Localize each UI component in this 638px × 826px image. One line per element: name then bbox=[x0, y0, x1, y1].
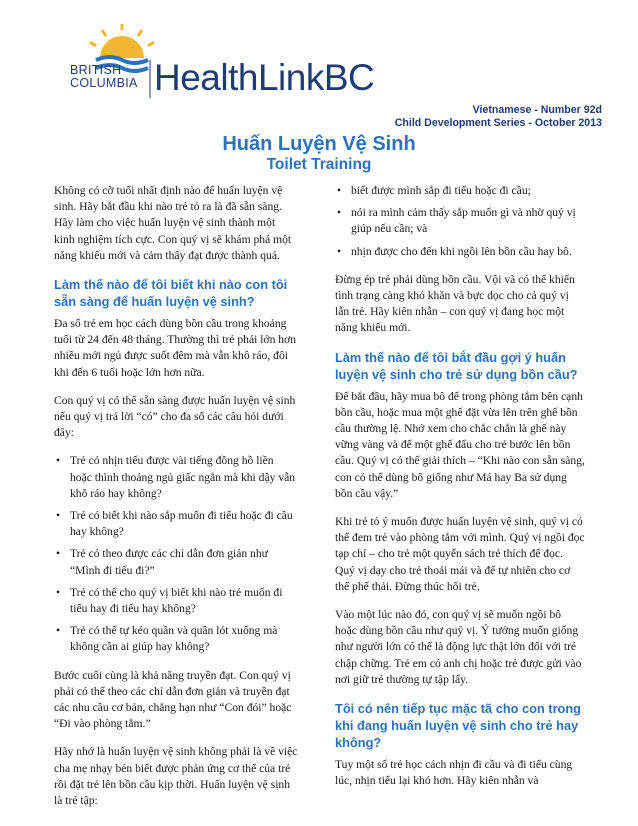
paragraph: Đừng ép trẻ phải dùng bồn cầu. Vội vã có thể khiến tình trạng càng khó khăn và bực dọc cho cả quý vị lẫn trẻ. Hãy kiên nhẫn – con quý vị đang học một năng khiếu mới. bbox=[335, 272, 575, 335]
list-item: • biết được mình sắp đi tiểu hoặc đi cầu; bbox=[335, 183, 585, 199]
list-item: • Trẻ có biết khi nào sắp muốn đi tiểu hoặc đi cầu hay không? bbox=[54, 508, 298, 540]
paragraph: Bước cuối cùng là khả năng truyền đạt. Con quý vị phải có thể theo các chỉ dẫn đơn giản và truyền đạt các nhu cầu cơ bản, chẳng hạn như “Con đói” hoặc “Đi vào phòng tắm.” bbox=[54, 668, 292, 731]
list-item: • nhịn được cho đến khi ngồi lên bồn cầu hay bô. bbox=[335, 244, 585, 260]
list-item: • nói ra mình cảm thấy sắp muốn gì và nhờ quý vị giúp nếu cần; và bbox=[335, 205, 585, 237]
series-date: Child Development Series - October 2013 bbox=[394, 117, 602, 129]
paragraph: Khi trẻ tỏ ý muốn được huấn luyện vệ sinh, quý vị có thể đem trẻ vào phòng tắm với mình. Quý vị ngồi đọc tạp chí – cho trẻ một quyển sách trẻ thích để đọc. Quý vị dạy cho trẻ thoải mái và để tự nhiên cho cơ thể phế thải. Đừng thúc hối trẻ. bbox=[335, 515, 585, 593]
logo-healthlinkbc: HealthLinkBC bbox=[154, 57, 375, 98]
learning-list bbox=[335, 183, 585, 260]
paragraph: Đa số trẻ em học cách dùng bồn cầu trong khoảng tuổi từ 24 đến 48 tháng. Thường thì trẻ phải lớn hơn nhiều mới ngủ được suốt đêm mà vẫn khô ráo, đôi khi đến 6 tuổi hoặc lớn hơn nữa. bbox=[54, 317, 296, 379]
intro-paragraph: Không có cỡ tuổi nhất định nào để huấn luyện vệ sinh. Hãy bắt đầu khi nào trẻ tỏ ra là đã sẵn sàng. Hãy làm cho việc huấn luyện vệ sinh thành một kinh nghiệm tích cực. Con quý vị sẽ khám phá một năng khiếu mới và cảm thấy đạt được thành quả. bbox=[54, 184, 292, 262]
left-column bbox=[54, 183, 298, 821]
heading-readiness: Làm thế nào để tôi biết khi nào con tôi sẵn sàng để huấn luyện vệ sinh? bbox=[54, 277, 288, 310]
paragraph: Vào một lúc nào đó, con quý vị sẽ muốn ngồi bô hoặc dùng bồn cầu như quý vị. Ý tưởng muốn giống như người lớn có thể là động lực thật lớn đối với trẻ chập chững. Trẻ em có anh chị hoặc trẻ được gửi vào nơi giữ trẻ thường tự tập lấy. bbox=[335, 608, 582, 686]
readiness-list bbox=[54, 453, 298, 655]
series-number: Vietnamese - Number 92d bbox=[472, 104, 602, 116]
heading-diapers: Tôi có nên tiếp tục mặc tã cho con trong khi đang huấn luyện vệ sinh cho trẻ hay không? bbox=[335, 701, 582, 751]
right-column bbox=[335, 183, 585, 801]
logo-british-columbia: BRITISH COLUMBIA bbox=[70, 63, 138, 90]
heading-getting-started: Làm thế nào để tôi bắt đầu gợi ý huấn luyện vệ sinh cho trẻ sử dụng bồn cầu? bbox=[335, 349, 578, 382]
sun-icon bbox=[100, 36, 144, 58]
series-info bbox=[395, 104, 602, 130]
paragraph: Tuy một số trẻ học cách nhịn đi cầu và đi tiểu cùng lúc, nhịn tiểu lại khó hơn. Hãy kiên nhẫn và bbox=[335, 758, 573, 788]
page-subtitle: Toilet Training bbox=[266, 156, 372, 173]
list-item: • Trẻ có theo được các chỉ dẫn đơn giản như “Mình đi tiểu đi?” bbox=[54, 546, 298, 578]
list-item: • Trẻ có thể tự kéo quần và quần lót xuống mà không cần ai giúp hay không? bbox=[54, 623, 298, 655]
list-item: • Trẻ có thể cho quý vị biết khi nào trẻ muốn đi tiểu hay đi tiểu hay không? bbox=[54, 585, 298, 617]
paragraph: Con quý vị có thể sẵn sàng được huấn luyện vệ sinh nếu quý vị trả lời “có” cho đa số các câu hỏi dưới đây: bbox=[54, 393, 296, 440]
paragraph: Để bắt đầu, hãy mua bô để trong phòng tắm bên cạnh bồn cầu, hoặc mua một ghế đặt vừa lên trên ghế bồn cầu thường lệ. Nhớ xem cho chắc chắn là ghế này vững vàng và để một ghế đẩu cho trẻ bước lên bồn cầu. Quý vị có thể giải thích – “Khi nào con sẵn sàng, con có thể dùng bô giống như Má hay Ba sử dụng bồn cầu vậy.” bbox=[335, 389, 585, 500]
list-item: • Trẻ có nhịn tiểu được vài tiếng đồng hồ liền hoặc thình thoảng ngủ giấc ngắn mà khi dậy vẫn khô ráo hay không? bbox=[54, 453, 298, 502]
page-title: Huấn Luyện Vệ Sinh bbox=[222, 133, 416, 155]
paragraph: Hãy nhớ là huấn luyện vệ sinh không phải là về việc cha mẹ nhạy bén biết được phản ứng cơ thể của trẻ rồi đặt trẻ lên bồn cầu kịp thời. Huấn luyện vệ sinh là trẻ tập: bbox=[54, 745, 298, 808]
